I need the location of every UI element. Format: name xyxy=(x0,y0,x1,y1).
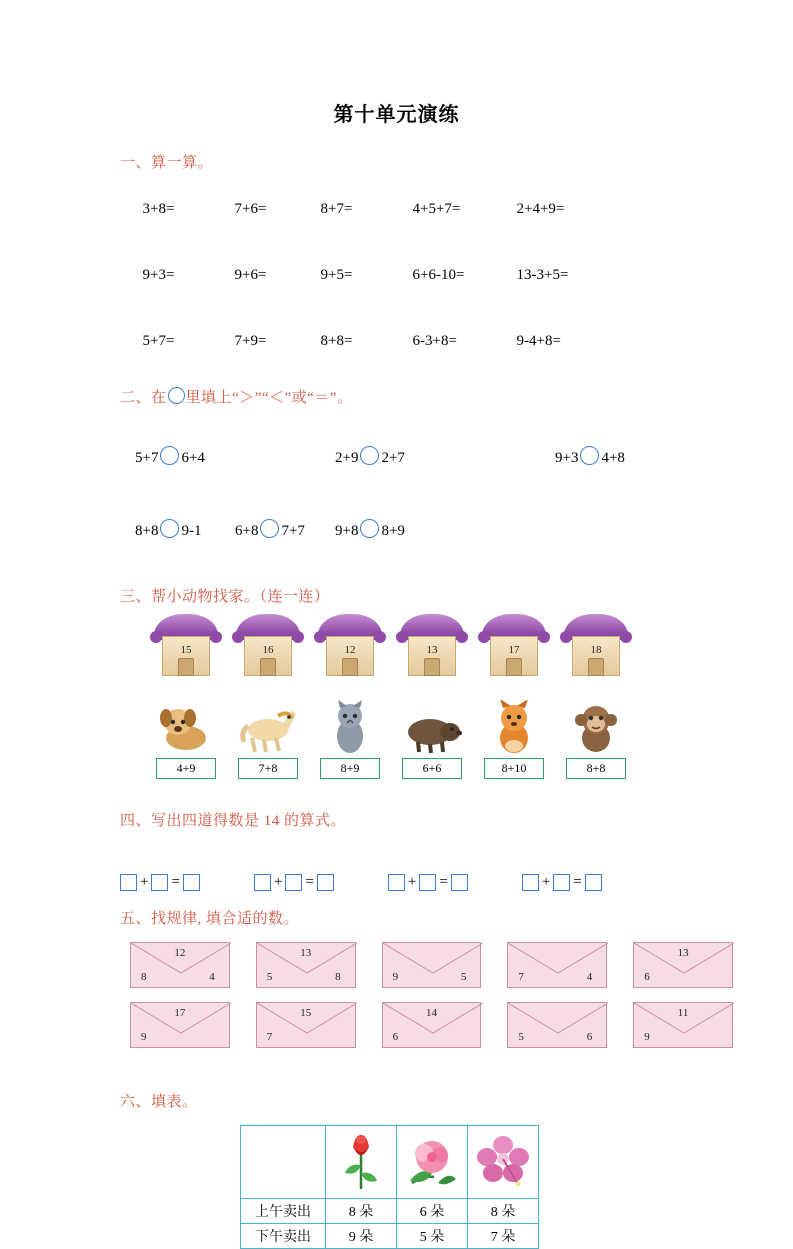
calc-item: 7+6= xyxy=(234,201,267,217)
row-value[interactable]: 6 朵 xyxy=(397,1199,468,1224)
envelope-right-number: 5 xyxy=(460,971,467,983)
house-item[interactable] xyxy=(484,614,544,676)
house-door-icon xyxy=(424,658,440,676)
flower-table-wrap xyxy=(60,1111,733,1249)
equation-blank[interactable] xyxy=(120,874,200,891)
envelope-top-number: 11 xyxy=(677,1007,689,1019)
plus-sign: + xyxy=(140,874,149,890)
answer-box[interactable] xyxy=(183,874,200,891)
calc-item: 4+5+7= xyxy=(412,201,461,217)
calc-item: 8+8= xyxy=(320,333,353,349)
envelope-item[interactable] xyxy=(633,1002,733,1048)
envelope-row xyxy=(130,1002,733,1048)
house-door-icon xyxy=(342,658,358,676)
house-door-icon xyxy=(260,658,276,676)
animal-equation: 7+8 xyxy=(238,758,298,779)
envelope-left-number: 6 xyxy=(392,1031,399,1043)
envelope-item[interactable] xyxy=(130,942,230,988)
compare-left: 9+3 xyxy=(555,450,579,466)
envelope-top-number: 15 xyxy=(300,1007,312,1019)
row-label: 下午卖出 xyxy=(241,1224,326,1249)
answer-box[interactable] xyxy=(553,874,570,891)
section-one-heading: 一、算一算。 xyxy=(120,155,214,171)
house-number: 13 xyxy=(426,644,438,656)
animal-item[interactable] xyxy=(402,700,462,779)
answer-box[interactable] xyxy=(522,874,539,891)
table-row xyxy=(241,1224,539,1249)
section-three-heading: 三、帮小动物找家。（连一连） xyxy=(120,589,330,605)
page-title: 第十单元演练 xyxy=(333,104,460,126)
houses-row xyxy=(60,606,733,676)
plus-sign: + xyxy=(541,874,551,890)
compare-left: 5+7 xyxy=(135,450,159,466)
row-value[interactable]: 9 朵 xyxy=(326,1224,397,1249)
house-item[interactable] xyxy=(402,614,462,676)
compare-left: 6+8 xyxy=(235,523,259,539)
envelope-item[interactable] xyxy=(633,942,733,988)
section-one-problems xyxy=(60,172,733,374)
envelope-item[interactable] xyxy=(130,1002,230,1048)
calc-row xyxy=(120,242,733,308)
animal-item[interactable] xyxy=(320,700,380,779)
equals-sign: = xyxy=(573,874,582,890)
circle-icon xyxy=(168,387,185,404)
envelope-left-number: 7 xyxy=(518,971,524,983)
compare-right: 2+7 xyxy=(381,450,405,466)
calc-row xyxy=(120,308,733,374)
calc-item: 9-4+8= xyxy=(516,333,561,349)
envelope-left-number: 8 xyxy=(141,971,147,983)
compare-right: 8+9 xyxy=(381,523,405,539)
answer-box[interactable] xyxy=(451,874,468,891)
equation-blank[interactable] xyxy=(522,874,602,891)
boar-icon xyxy=(402,700,462,754)
animal-equation: 8+8 xyxy=(566,758,626,779)
compare-right: 9-1 xyxy=(181,523,202,539)
plus-sign: + xyxy=(407,874,417,890)
animals-row xyxy=(60,676,733,779)
animal-item[interactable] xyxy=(238,700,298,779)
compare-left: 8+8 xyxy=(135,523,159,539)
answer-circle[interactable] xyxy=(160,519,179,538)
envelope-left-number: 9 xyxy=(392,971,399,983)
table-row-header xyxy=(241,1126,539,1199)
envelope-top-number: 13 xyxy=(677,947,689,959)
answer-circle[interactable] xyxy=(360,446,379,465)
section-two-heading-prefix: 二、在 xyxy=(120,390,167,406)
compare-right: 6+4 xyxy=(181,450,205,466)
animal-equation: 4+9 xyxy=(156,758,216,779)
compare-right: 7+7 xyxy=(281,523,305,539)
envelope-top-number: 12 xyxy=(174,947,186,959)
peony-icon xyxy=(402,1131,462,1193)
flower-sales-table xyxy=(240,1125,539,1249)
section-four-answers xyxy=(60,830,733,891)
compare-row xyxy=(60,407,733,484)
equals-sign: = xyxy=(305,874,314,890)
house-number: 12 xyxy=(344,644,356,656)
answer-box[interactable] xyxy=(151,874,168,891)
calc-item: 7+9= xyxy=(234,333,267,349)
section-two-heading-suffix: 里填上“＞”“＜”或“＝”。 xyxy=(185,390,353,406)
section-four-heading: 四、写出四道得数是 14 的算式。 xyxy=(120,813,347,829)
house-item[interactable] xyxy=(238,614,298,676)
answer-box[interactable] xyxy=(388,874,405,891)
answer-box[interactable] xyxy=(317,874,334,891)
calc-item: 3+8= xyxy=(142,201,175,217)
animal-item[interactable] xyxy=(566,700,626,779)
answer-circle[interactable] xyxy=(580,446,599,465)
calc-item: 6+6-10= xyxy=(412,267,465,283)
answer-box[interactable] xyxy=(419,874,436,891)
calc-item: 9+6= xyxy=(234,267,267,283)
compare-left: 2+9 xyxy=(335,450,359,466)
animal-equation: 6+6 xyxy=(402,758,462,779)
envelope-right-number: 6 xyxy=(586,1031,593,1043)
compare-right: 4+8 xyxy=(601,450,625,466)
house-door-icon xyxy=(178,658,194,676)
house-number: 15 xyxy=(180,644,192,656)
animal-equation: 8+9 xyxy=(320,758,380,779)
house-number: 18 xyxy=(590,644,602,656)
section-five-heading: 五、找规律, 填合适的数。 xyxy=(120,911,300,927)
equation-blank[interactable] xyxy=(254,874,334,891)
house-door-icon xyxy=(506,658,522,676)
calc-item: 13-3+5= xyxy=(516,267,569,283)
calc-item: 9+3= xyxy=(142,267,175,283)
section-six-heading: 六、填表。 xyxy=(120,1094,198,1110)
row-value[interactable]: 8 朵 xyxy=(326,1199,397,1224)
envelope-right-number: 4 xyxy=(586,971,593,983)
empty-corner-cell xyxy=(241,1126,326,1199)
cat-icon xyxy=(320,700,380,754)
envelope-item[interactable] xyxy=(382,942,482,988)
answer-circle[interactable] xyxy=(160,446,179,465)
house-item[interactable] xyxy=(320,614,380,676)
row-label: 上午卖出 xyxy=(241,1199,326,1224)
equals-sign: = xyxy=(439,874,448,890)
envelope-left-number: 9 xyxy=(644,1031,650,1043)
envelope-left-number: 6 xyxy=(644,971,650,983)
plus-sign: + xyxy=(273,874,283,890)
row-value[interactable]: 7 朵 xyxy=(468,1224,539,1249)
answer-box[interactable] xyxy=(285,874,302,891)
compare-item xyxy=(335,519,405,540)
compare-row xyxy=(60,484,733,557)
envelope-top-number: 13 xyxy=(300,947,312,959)
envelope-left-number: 5 xyxy=(518,1031,524,1043)
house-item[interactable] xyxy=(156,614,216,676)
envelope-left-number: 9 xyxy=(141,1031,147,1043)
calc-item: 9+5= xyxy=(320,267,353,283)
envelope-item[interactable] xyxy=(507,942,607,988)
house-door-icon xyxy=(588,658,604,676)
envelope-top-number: 17 xyxy=(174,1007,186,1019)
section-two-heading xyxy=(60,374,733,407)
table-row xyxy=(241,1199,539,1224)
carnation-cell xyxy=(326,1126,397,1199)
answer-box[interactable] xyxy=(120,874,137,891)
envelope-top-number: 14 xyxy=(425,1007,437,1019)
answer-circle[interactable] xyxy=(360,519,379,538)
horse-icon xyxy=(238,700,298,754)
envelope-right-number: 8 xyxy=(335,971,341,983)
row-value[interactable]: 8 朵 xyxy=(468,1199,539,1224)
equals-sign: = xyxy=(171,874,180,890)
calc-item: 8+7= xyxy=(320,201,353,217)
monkey-icon xyxy=(566,700,626,754)
equation-blank[interactable] xyxy=(388,874,468,891)
hibiscus-cell xyxy=(468,1126,539,1199)
envelope-grid xyxy=(60,928,733,1048)
envelope-item[interactable] xyxy=(256,942,356,988)
dog-icon xyxy=(156,700,216,754)
compare-left: 9+8 xyxy=(335,523,359,539)
envelope-item[interactable] xyxy=(256,1002,356,1048)
animal-item[interactable] xyxy=(484,700,544,779)
fox-icon xyxy=(484,700,544,754)
house-number: 17 xyxy=(508,644,520,656)
envelope-item[interactable] xyxy=(507,1002,607,1048)
compare-item xyxy=(555,446,625,467)
compare-item xyxy=(235,519,335,540)
envelope-right-number: 4 xyxy=(209,971,215,983)
carnation-icon xyxy=(331,1131,391,1193)
animal-equation: 8+10 xyxy=(484,758,544,779)
calc-item: 2+4+9= xyxy=(516,201,565,217)
calc-item: 5+7= xyxy=(142,333,175,349)
envelope-item[interactable] xyxy=(382,1002,482,1048)
hibiscus-icon xyxy=(473,1131,533,1193)
animal-item[interactable] xyxy=(156,700,216,779)
calc-row xyxy=(120,176,733,242)
compare-item xyxy=(335,446,555,467)
compare-item xyxy=(135,519,235,540)
house-number: 16 xyxy=(262,644,274,656)
calc-item: 6-3+8= xyxy=(412,333,457,349)
house-item[interactable] xyxy=(566,614,626,676)
answer-box[interactable] xyxy=(585,874,602,891)
envelope-left-number: 5 xyxy=(266,971,273,983)
compare-item xyxy=(135,446,335,467)
envelope-row xyxy=(130,942,733,988)
answer-box[interactable] xyxy=(254,874,271,891)
row-value[interactable]: 5 朵 xyxy=(397,1224,468,1249)
peony-cell xyxy=(397,1126,468,1199)
answer-circle[interactable] xyxy=(260,519,279,538)
envelope-left-number: 7 xyxy=(266,1031,273,1043)
